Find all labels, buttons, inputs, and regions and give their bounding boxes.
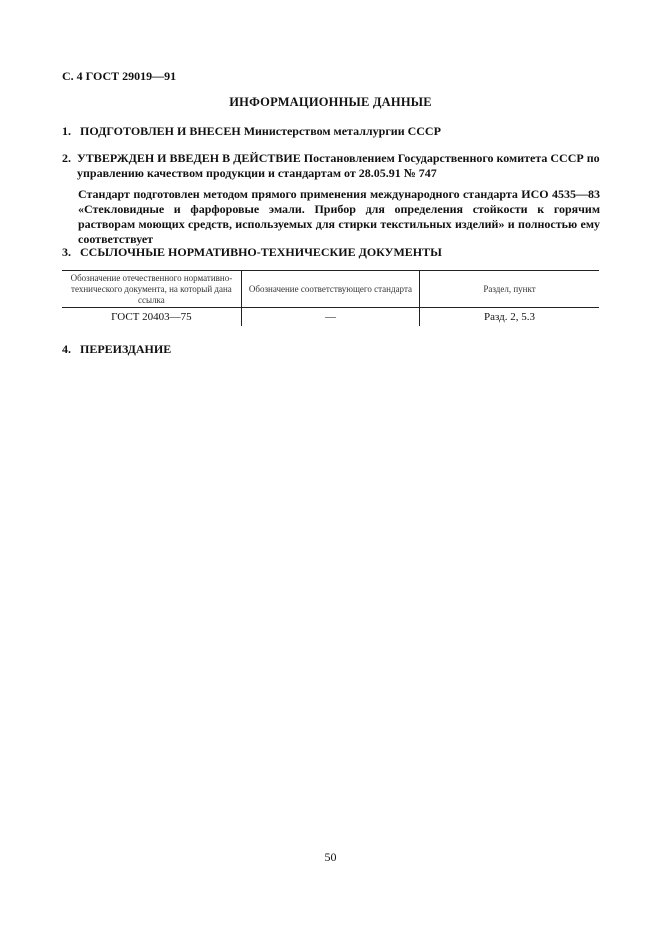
info-item-4	[62, 342, 602, 357]
item-number: 4.	[62, 342, 71, 356]
reference-documents-table	[62, 270, 599, 326]
info-item-3	[62, 245, 602, 260]
item-text: Постановлением Государственного комитета СССР по управлению качеством продукции и стандартам от 28.05.91 № 747	[77, 151, 600, 180]
item-lead: ПЕРЕИЗДАНИЕ	[80, 342, 172, 356]
cell-domestic-document: ГОСТ 20403—75	[62, 308, 241, 327]
item-lead: УТВЕРЖДЕН И ВВЕДЕН В ДЕЙСТВИЕ	[77, 151, 301, 165]
table-row	[62, 308, 599, 327]
table-header-row	[62, 271, 599, 308]
info-item-1	[62, 124, 602, 139]
cell-section: Разд. 2, 5.3	[484, 310, 536, 323]
item-number: 3.	[62, 245, 71, 259]
section-title: ИНФОРМАЦИОННЫЕ ДАННЫЕ	[229, 95, 432, 109]
item-number: 1.	[62, 124, 71, 138]
item-number: 2.	[62, 151, 71, 165]
cell-corresponding-standard: —	[241, 308, 419, 327]
info-item-2	[62, 151, 602, 181]
column-header-corresponding-standard: Обозначение соответствующего стандарта	[241, 271, 419, 308]
column-header-section: Раздел, пункт	[420, 271, 599, 308]
item-text: Министерством металлургии СССР	[240, 124, 441, 138]
column-header-domestic-document: Обозначение отечественного нормативно-технического документа, на который дана ссылка	[62, 271, 241, 308]
item-lead: ПОДГОТОВЛЕН И ВНЕСЕН	[80, 124, 241, 138]
standard-note-paragraph: Стандарт подготовлен методом прямого применения международного стандарта ИСО 4535—83 «Стекловидные и фарфоровые эмали. Прибор для определения стойкости к горячим растворам моющих средств, используемых для стирки текстильных изделий» и полностью ему соответствует	[78, 187, 600, 246]
page-number: 50	[324, 850, 337, 864]
item-lead: ССЫЛОЧНЫЕ НОРМАТИВНО-ТЕХНИЧЕСКИЕ ДОКУМЕНТЫ	[80, 245, 442, 259]
page-header: С. 4 ГОСТ 29019—91	[62, 69, 177, 83]
